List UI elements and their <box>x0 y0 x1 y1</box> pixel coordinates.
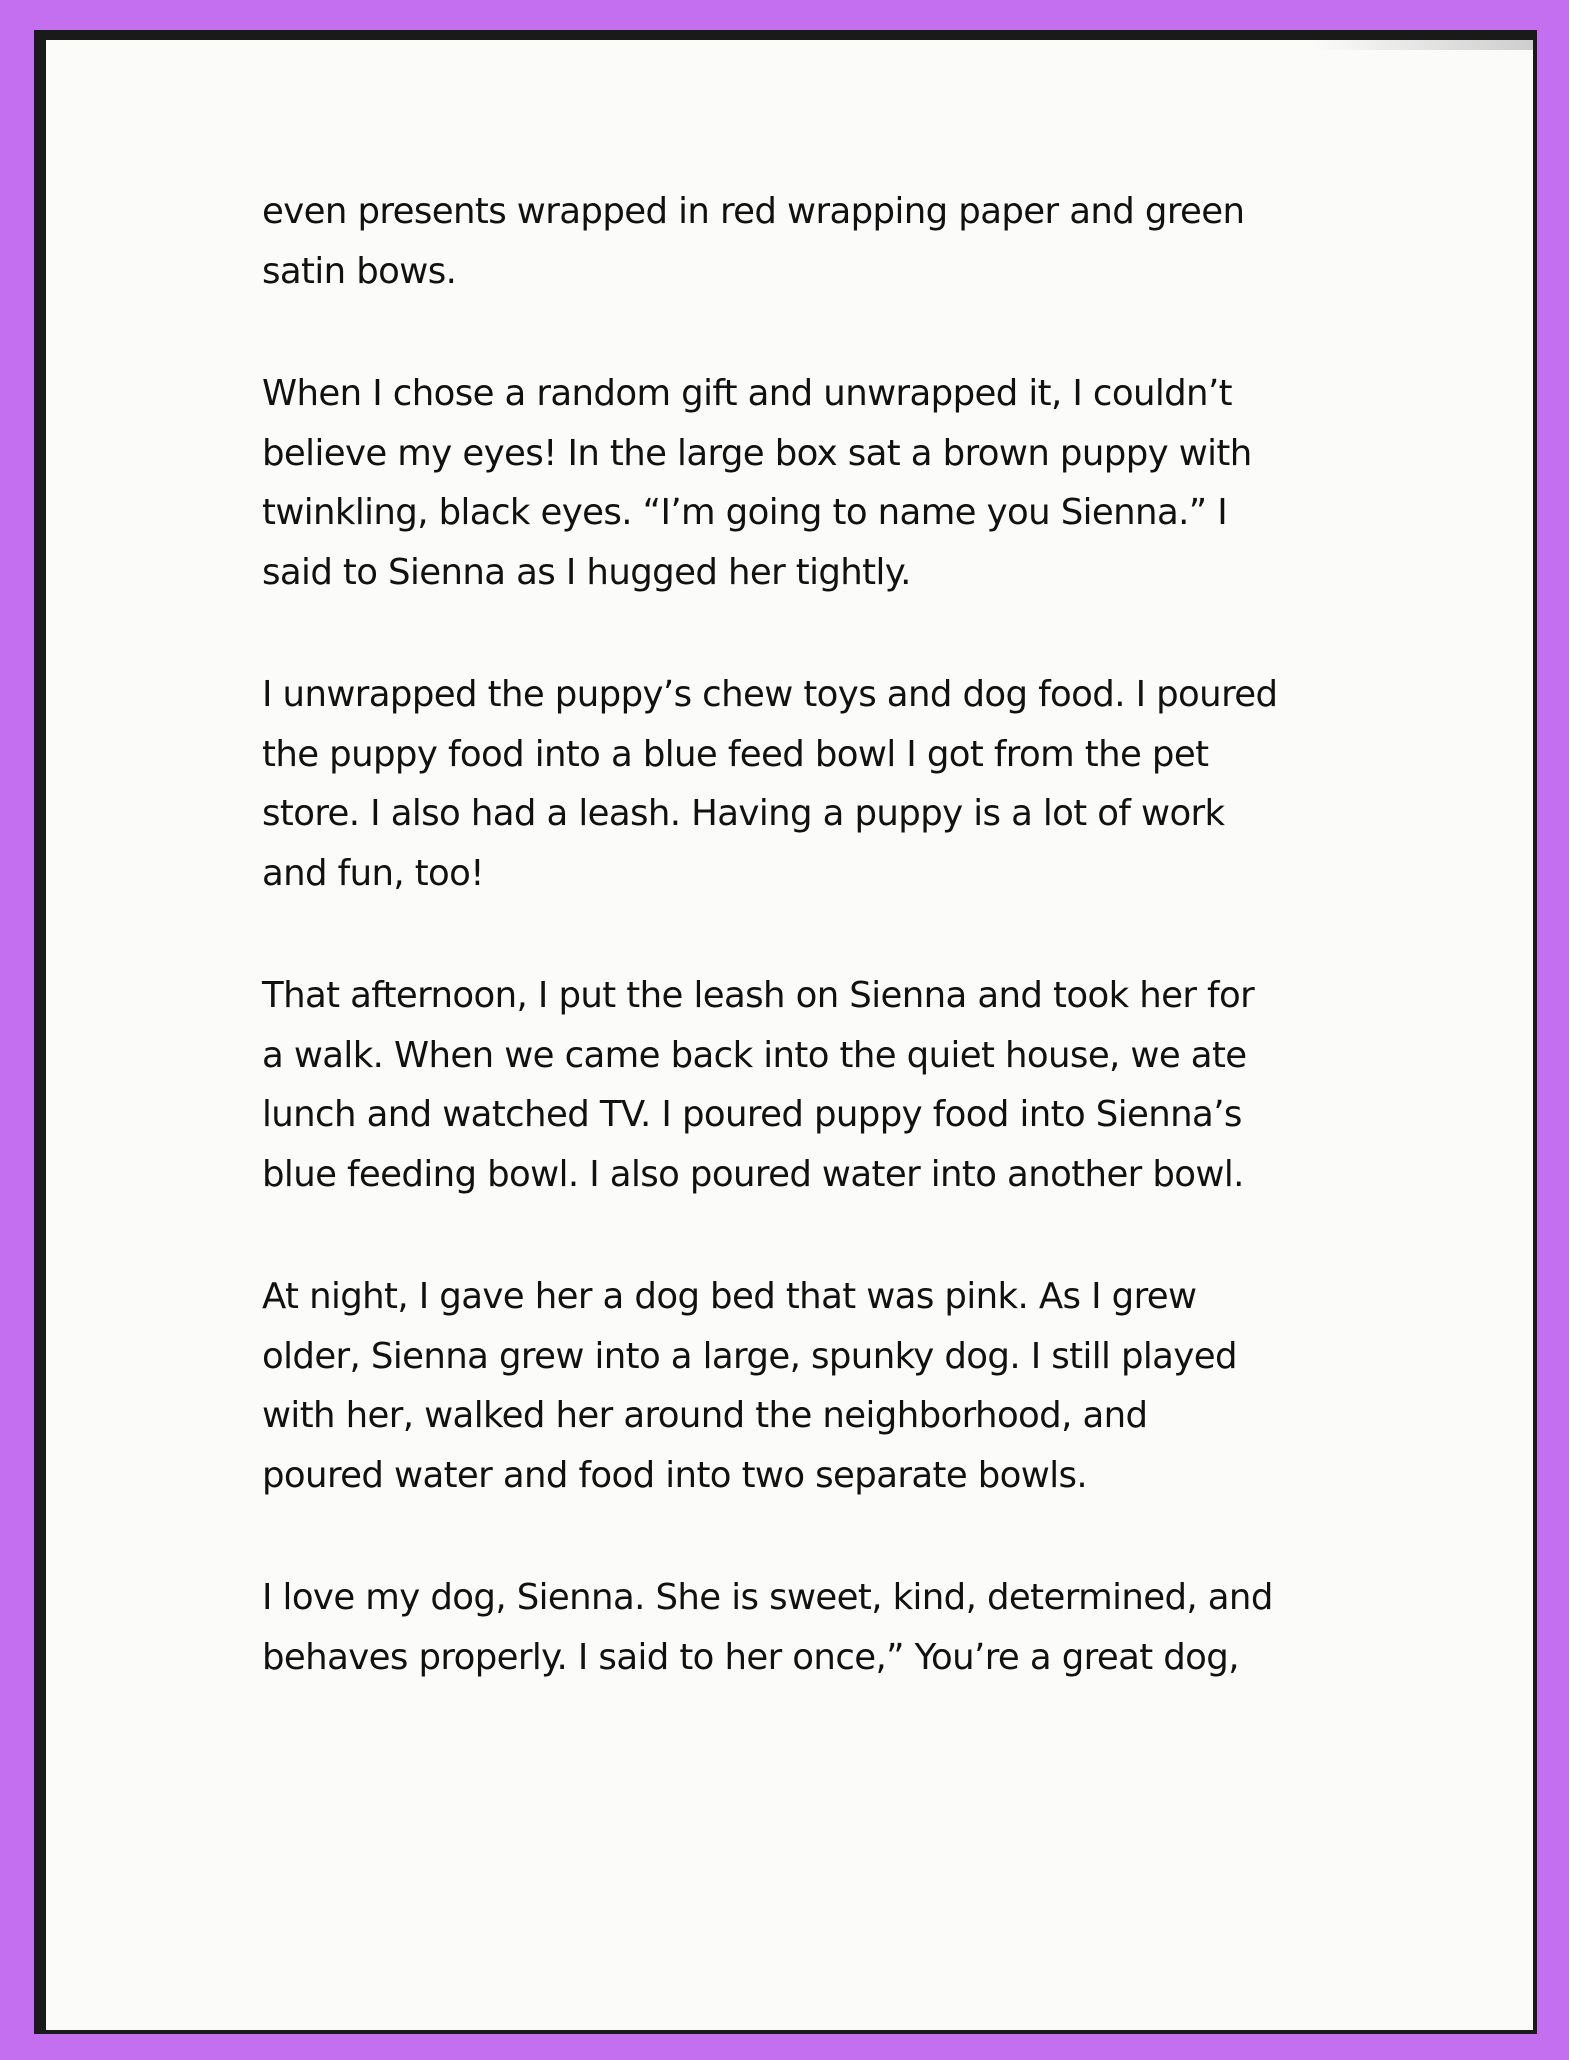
text-line: said to Sienna as I hugged her tightly. <box>262 551 911 593</box>
text-line: When I chose a random gift and unwrapped it, I couldn’t <box>262 373 1232 414</box>
text-line: the puppy food into a blue feed bowl I got from the pet <box>262 733 1209 775</box>
text-line: twinkling, black eyes. “I’m going to name you Sienna.” I <box>262 492 1228 533</box>
paragraph-5 <box>262 1267 1392 1505</box>
text-line: lunch and watched TV. I poured puppy food into Sienna’s <box>262 1094 1242 1135</box>
paragraph-6 <box>262 1568 1392 1687</box>
text-line: even presents wrapped in red wrapping paper and green <box>262 191 1245 232</box>
text-line: older, Sienna grew into a large, spunky dog. I still played <box>262 1335 1237 1377</box>
text-line: That afternoon, I put the leash on Sienna and took her for <box>262 975 1255 1016</box>
text-line: I love my dog, Sienna. She is sweet, kind, determined, and <box>262 1577 1273 1618</box>
story-text <box>262 182 1392 1750</box>
text-line: blue feeding bowl. I also poured water into another bowl. <box>262 1153 1244 1195</box>
text-line: believe my eyes! In the large box sat a brown puppy with <box>262 432 1252 474</box>
text-line: a walk. When we came back into the quiet house, we ate <box>262 1034 1247 1076</box>
text-line: store. I also had a leash. Having a puppy is a lot of work <box>262 793 1225 834</box>
text-line: and fun, too! <box>262 852 484 894</box>
text-line: with her, walked her around the neighborhood, and <box>262 1395 1148 1436</box>
scan-shadow <box>1313 40 1533 50</box>
text-line: At night, I gave her a dog bed that was pink. As I grew <box>262 1276 1197 1317</box>
text-line: I unwrapped the puppy’s chew toys and dog food. I poured <box>262 674 1278 715</box>
paragraph-1 <box>262 182 1392 301</box>
text-line: satin bows. <box>262 250 457 292</box>
paragraph-2 <box>262 364 1392 602</box>
paragraph-3 <box>262 665 1392 903</box>
text-line: behaves properly. I said to her once,” You’re a great dog, <box>262 1636 1239 1678</box>
paragraph-4 <box>262 966 1392 1204</box>
text-line: poured water and food into two separate bowls. <box>262 1454 1088 1496</box>
